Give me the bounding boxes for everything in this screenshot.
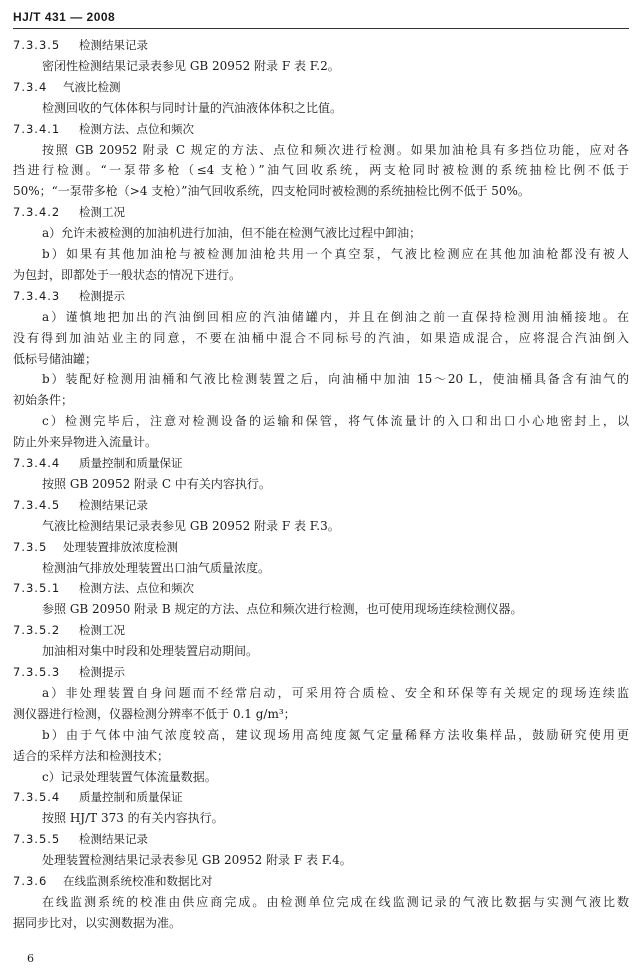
section-heading [13, 620, 629, 641]
section-number: 7.3.6 [13, 874, 48, 889]
section-number: 7.3.4.2 [13, 205, 61, 220]
section-heading [13, 829, 629, 850]
paragraph-line: 检测油气排放处理装置出口油气质量浓度。 [42, 560, 271, 575]
section-number: 7.3.4.1 [13, 121, 61, 136]
section-title: 处理装置排放浓度检测 [63, 539, 178, 554]
section-number: 7.3.5.1 [13, 581, 61, 596]
paragraph-line: 为包封，即都处于一般状态的情况下进行。 [13, 267, 242, 282]
paragraph-line: 防止外来异物进入流量计。 [13, 435, 158, 450]
paragraph-line: 低标号储油罐； [13, 351, 98, 366]
paragraph-line: a）允许未被检测的加油机进行加油，但不能在检测气液比过程中卸油； [42, 226, 422, 241]
section-number: 7.3.4.4 [13, 456, 61, 471]
section-number: 7.3.4.3 [13, 288, 61, 303]
standard-header: HJ/T 431 — 2008 [13, 10, 116, 24]
paragraph-line: 处理装置检测结果记录表参见 GB 20952 附录 F 表 F.4。 [42, 853, 352, 868]
paragraph-line: c）检测完毕后，注意对检测设备的运输和保管，将气体流量计的入口和出口小心地密封上，以 [42, 414, 629, 429]
section-number: 7.3.5.3 [13, 665, 61, 680]
section-heading [13, 871, 629, 892]
paragraph-line: 在线监测系统的校准由供应商完成。由检测单位完成在线监测记录的气液比数据与实测气液比数 [42, 895, 629, 910]
paragraph-line: 测仪器进行检测，仪器检测分辨率不低于 0.1 g/m³； [13, 706, 296, 721]
section-heading [13, 537, 629, 558]
paragraph-line: 加油相对集中时段和处理装置启动期间。 [42, 644, 259, 659]
paragraph-line: 检测回收的气体体积与同时计量的汽油液体体积之比值。 [42, 100, 343, 115]
section-number: 7.3.5.5 [13, 832, 61, 847]
paragraph-line: 按照 GB 20952 附录 C 中有关内容执行。 [42, 476, 271, 491]
section-number: 7.3.5.4 [13, 790, 61, 805]
paragraph-line: 参照 GB 20950 附录 B 规定的方法、点位和频次进行检测，也可使用现场连续检测仪器。 [42, 602, 523, 617]
paragraph-line: 据同步比对，以实测数据为准。 [13, 915, 182, 930]
section-heading [13, 202, 629, 223]
section-heading [13, 77, 629, 98]
section-title: 检测提示 [79, 665, 125, 680]
paragraph-line: 密闭性检测结果记录表参见 GB 20952 附录 F 表 F.2。 [42, 58, 340, 73]
paragraph-line: a）非处理装置自身问题而不经常启动，可采用符合质检、安全和环保等有关规定的现场连续监 [42, 685, 629, 700]
section-heading [13, 453, 629, 474]
section-number: 7.3.4 [13, 79, 48, 94]
section-heading [13, 787, 629, 808]
section-title: 检测结果记录 [79, 38, 148, 52]
paragraph-line: 气液比检测结果记录表参见 GB 20952 附录 F 表 F.3。 [42, 518, 340, 533]
section-title: 在线监测系统校准和数据比对 [63, 874, 213, 889]
paragraph-line: b）如果有其他加油枪与被检测加油枪共用一个真空泵，气液比检测应在其他加油枪都没有被人 [42, 247, 629, 262]
paragraph-line: 50%；“一泵带多枪（>4 支枪）”油气回收系统，四支枪同时被检测的系统抽检比例不低于 50%。 [13, 184, 530, 199]
paragraph-line: 挡进行检测。“一泵带多枪（≤4 支枪）”油气回收系统，两支枪同时被检测的系统抽检比例不低于 [13, 163, 629, 178]
section-title: 检测结果记录 [79, 497, 148, 512]
paragraph-line: b）由于气体中油气浓度较高，建议现场用高纯度氮气定量稀释方法收集样品，鼓励研究使用更 [42, 727, 629, 742]
paragraph-line: 初始条件； [13, 393, 74, 408]
page-number: 6 [27, 952, 34, 965]
section-title: 检测工况 [79, 205, 125, 220]
paragraph-line: 按照 HJ/T 373 的有关内容执行。 [42, 811, 224, 826]
paragraph-line: 没有得到加油站业主的同意，不要在油桶中混合不同标号的汽油，如果造成混合，应将混合汽油倒入 [13, 330, 629, 345]
section-number: 7.3.5 [13, 539, 48, 554]
section-heading [13, 578, 629, 599]
section-title: 质量控制和质量保证 [79, 790, 183, 805]
section-title: 检测结果记录 [79, 832, 148, 847]
paragraph-line: 适合的采样方法和检测技术； [13, 748, 170, 763]
section-title: 检测工况 [79, 623, 125, 638]
paragraph-line: 按照 GB 20952 附录 C 规定的方法、点位和频次进行检测。如果加油枪具有多挡位功能，应对各 [42, 142, 629, 157]
section-title: 检测方法、点位和频次 [79, 121, 194, 136]
section-number: 7.3.4.5 [13, 497, 61, 512]
section-title: 质量控制和质量保证 [79, 456, 183, 471]
section-number: 7.3.5.2 [13, 623, 61, 638]
header-rule [13, 28, 629, 29]
paragraph-line: b）装配好检测用油桶和气液比检测装置之后，向油桶中加油 15～20 L，使油桶具备含有油气的 [42, 372, 629, 387]
section-number: 7.3.3.5 [13, 38, 61, 52]
section-heading [13, 35, 629, 56]
section-title: 检测方法、点位和频次 [79, 581, 194, 596]
section-heading [13, 662, 629, 683]
section-title: 气液比检测 [63, 79, 121, 94]
document-body [13, 35, 629, 934]
section-heading [13, 286, 629, 307]
section-title: 检测提示 [79, 288, 125, 303]
section-heading [13, 495, 629, 516]
section-heading [13, 119, 629, 140]
paragraph-line: a）谨慎地把加出的汽油倒回相应的汽油储罐内，并且在倒油之前一直保持检测用油桶接地。在 [42, 309, 629, 324]
paragraph-line: c）记录处理装置气体流量数据。 [42, 769, 217, 784]
